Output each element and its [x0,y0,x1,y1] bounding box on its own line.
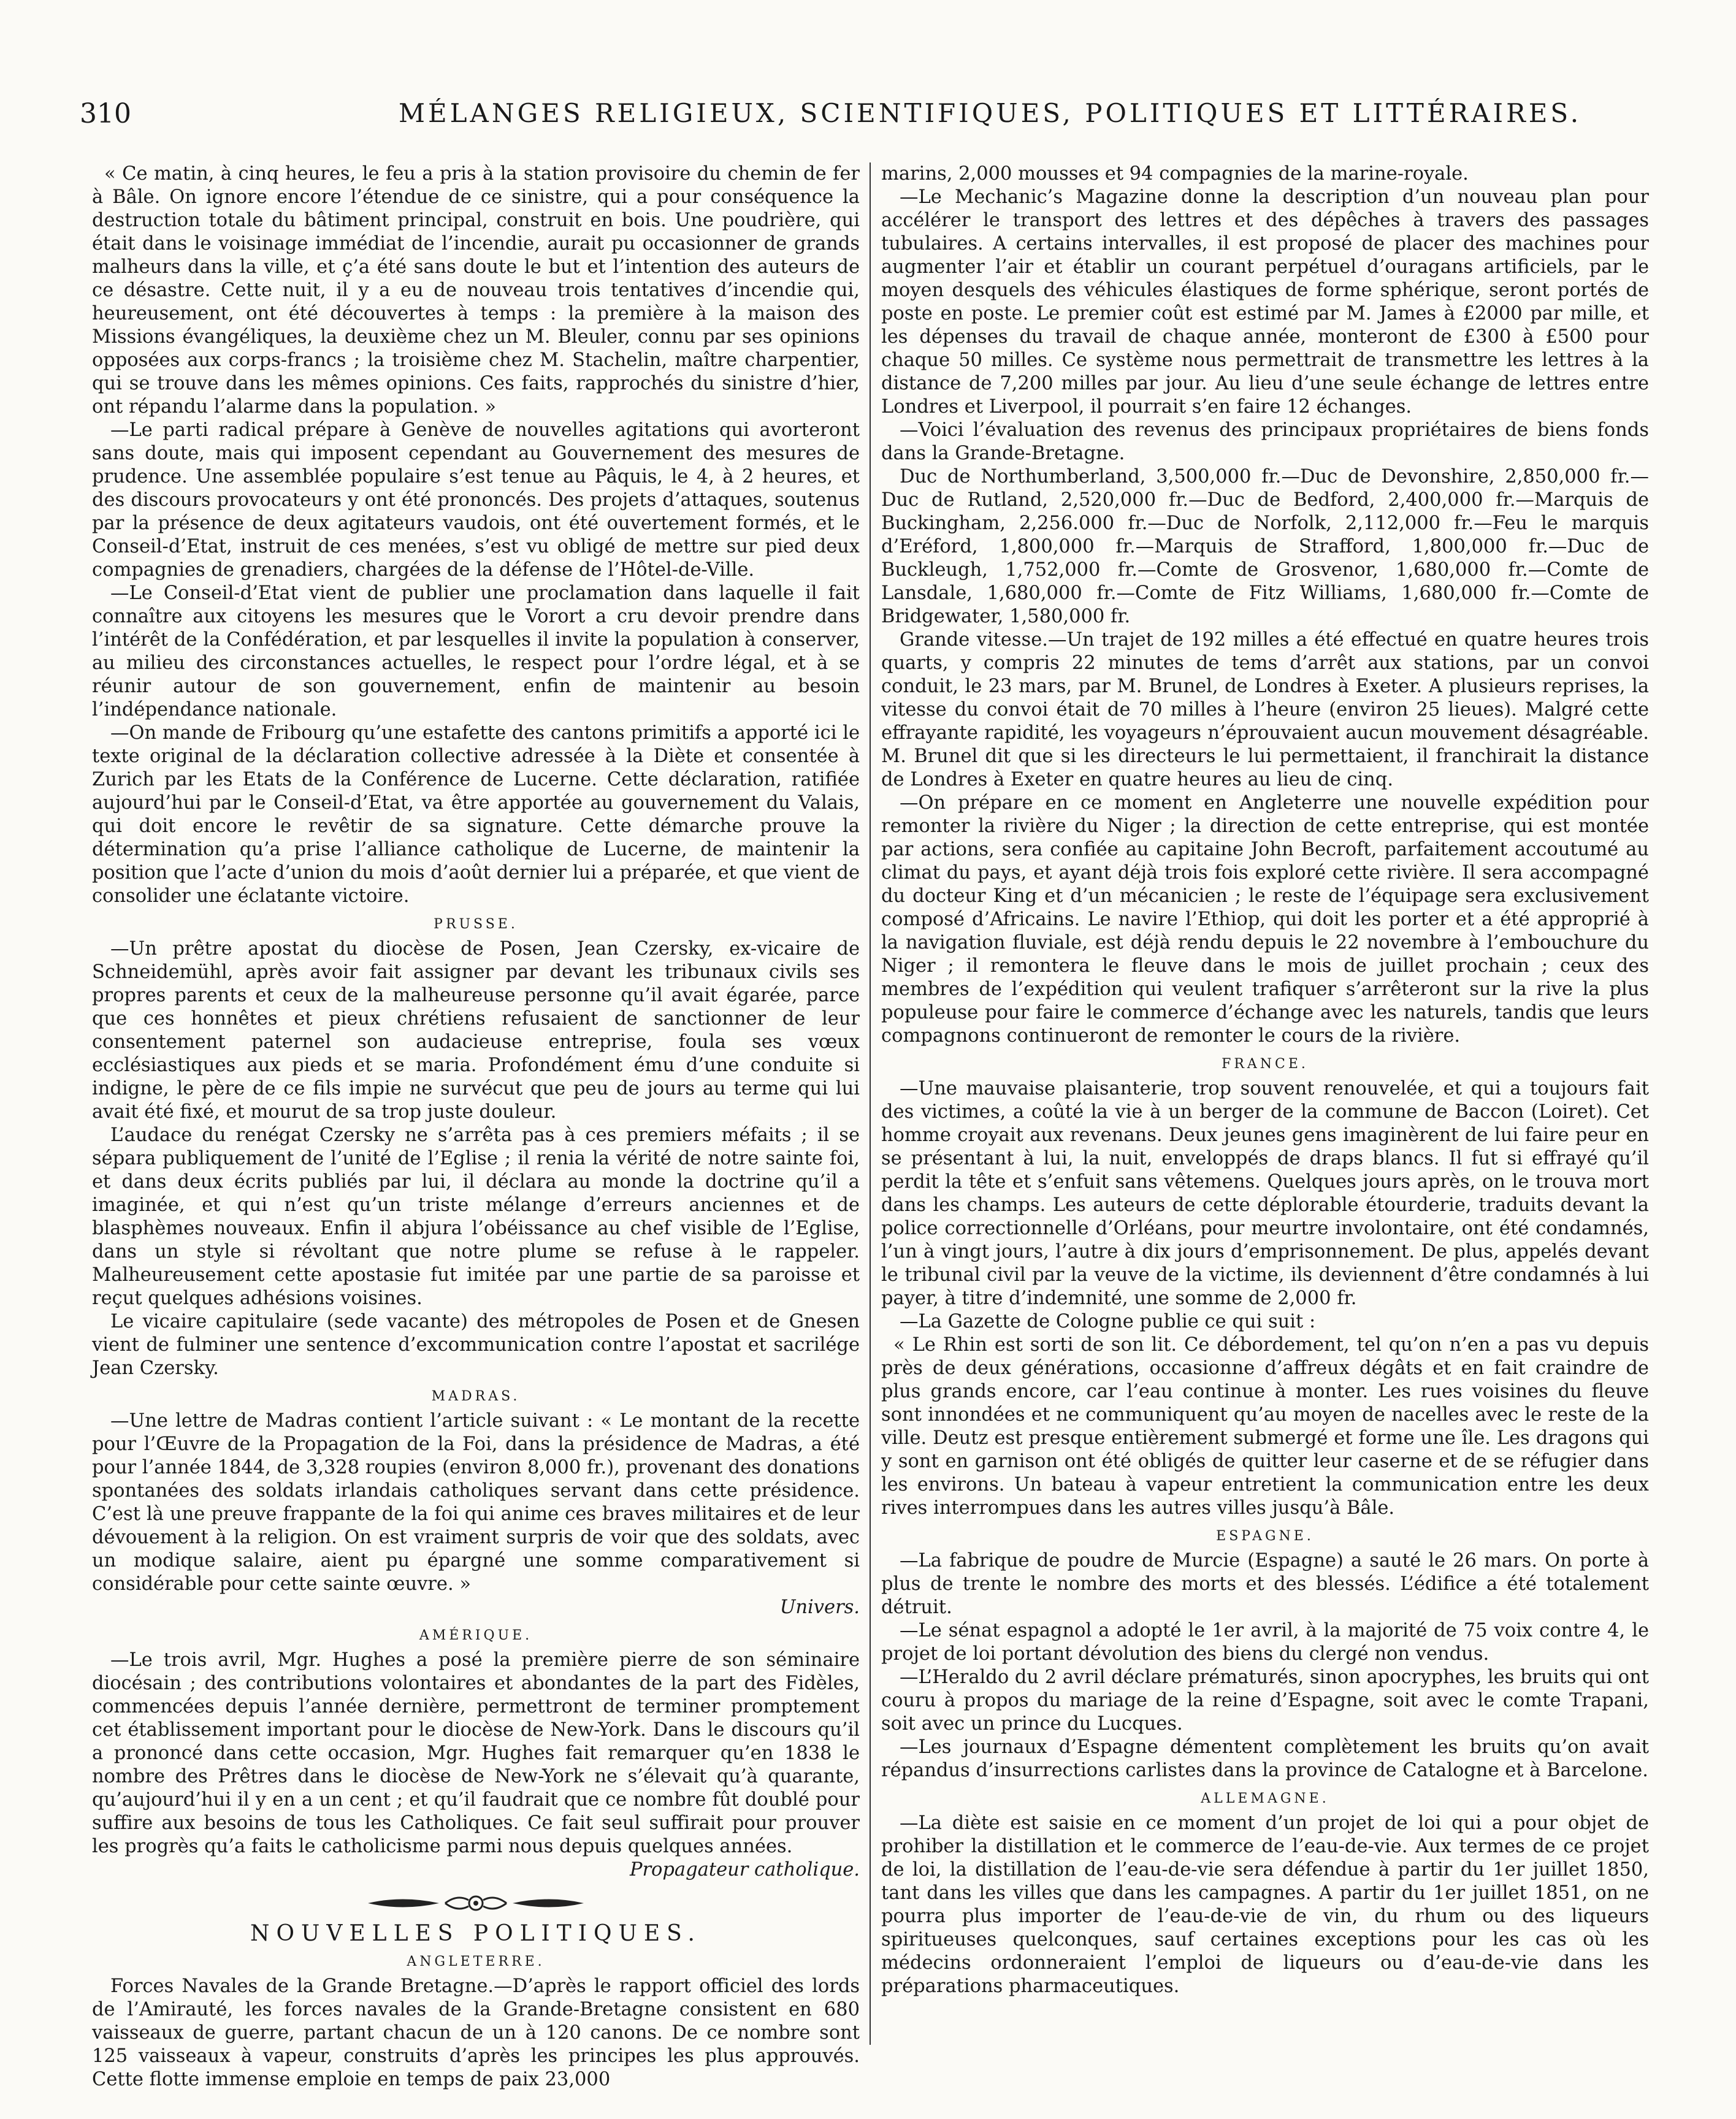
article-paragraph: —Le trois avril, Mgr. Hughes a posé la première pierre de son séminaire diocésain ; des contributions volontaires et abondantes de la part des Fidèles, commencées depuis l’année dernière, permettront de terminer promptement cet établissement important pour le diocèse de New-York. Dans le discours qu’il a prononcé dans cette occasion, Mgr. Hughes fait remarquer qu’en 1838 le nombre des Prêtres dans le diocèse de New-York ne s’élevait qu’à quarante, qu’aujourd’hui il y en a un cent ; et qu’il faudrait que ce nombre fût doublé pour suffire aux besoins de tous les Catholiques. Ce fait seul suffirait pour prouver les progrès qu’a faits le catholicisme parmi nous depuis quelques années. [92,1649,860,1857]
section-heading-espagne: ESPAGNE. [1216,1529,1314,1544]
article-paragraph: —Un prêtre apostat du diocèse de Posen, Jean Czersky, ex-vicaire de Schneidemühl, après avoir fait assigner par devant les tribunaux civils ses propres parents et ceux de la malheureuse personne qu’il avait égarée, parce que ces honnêtes et pieux chrétiens refusaient de sanctionner de leur consentement paternel son audacieuse entreprise, foula ses vœux ecclésiastiques aux pieds et se maria. Profondément ému d’une conduite si indigne, le père de ce fils impie ne survécut que peu de jours au terme qui lui avait été fixé, et mourut de sa trop juste douleur. [92,938,860,1123]
decorative-ornament [92,1893,860,1920]
article-paragraph: marins, 2,000 mousses et 94 compagnies de la marine-royale. [881,163,1469,185]
article-paragraph: Forces Navales de la Grande Bretagne.—D’après le rapport officiel des lords de l’Amirauté, les forces navales de la Grande-Bretagne consistent en 680 vaisseaux de guerre, partant chacun de un à 120 canons. De ce nombre sont 125 vaisseaux à vapeur, construits d’après les principes les plus approuvés. Cette flotte immense emploie en temps de paix 23,000 [92,1976,860,2090]
page-number: 310 [80,98,131,129]
article-paragraph: —Voici l’évaluation des revenus des principaux propriétaires de biens fonds dans la Grande-Bretagne. [881,419,1649,464]
article-paragraph: L’audace du renégat Czersky ne s’arrêta pas à ces premiers méfaits ; il se sépara publiquement de l’unité de l’Eglise ; il renia la vérité de notre sainte foi, et dans deux écrits publiés par lui, il déclara au monde la doctrine qu’il a imaginée, et qui n’est qu’un triste mélange d’erreurs anciennes et de blasphèmes nouveaux. Enfin il abjura l’obéissance au chef visible de l’Eglise, dans un style si révoltant que notre plume se refuse à le rappeler. Malheureusement cette apostasie fut imitée par une partie de sa paroisse et reçut quelques adhésions voisines. [92,1124,860,1309]
section-title-nouvelles-politiques: NOUVELLES POLITIQUES. [250,1921,702,1946]
article-paragraph: « Le Rhin est sorti de son lit. Ce débordement, tel qu’on n’en a pas vu depuis près de deux générations, occasionne d’affreux dégâts et en fait craindre de plus grands encore, car l’eau continue à monter. Les rues voisines du fleuve sont innondées et ne communiquent qu’au moyen de nacelles avec le reste de la ville. Deutz est presque entièrement submergé et forme une île. Les dragons qui y sont en garnison ont été obligés de quitter leur caserne et de se réfugier dans les environs. Un bateau à vapeur entretient la communication entre les deux rives interrompues dans les autres villes jusqu’à Bâle. [881,1334,1649,1519]
running-title: MÉLANGES RELIGIEUX, SCIENTIFIQUES, POLITIQUES ET LITTÉRAIRES. [399,98,1582,128]
section-heading-france: FRANCE. [1222,1056,1309,1072]
article-paragraph: —La Gazette de Cologne publie ce qui suit : [900,1311,1316,1332]
article-paragraph: —Une mauvaise plaisanterie, trop souvent renouvelée, et qui a toujours fait des victimes, a coûté la vie à un berger de la commune de Baccon (Loiret). Cet homme croyait aux revenans. Deux jeunes gens imaginèrent de lui faire peur en se présentant à lui, la nuit, enveloppés de draps blancs. Il fut si effrayé qu’il perdit la tête et s’enfuit sans vêtemens. Quelques jours après, on le trouva mort dans les champs. Les auteurs de cette déplorable étourderie, traduits devant la police correctionnelle d’Orléans, pour meurtre involontaire, ont été condamnés, l’un à vingt jours, l’autre à dix jours d’emprisonnement. De plus, appelés devant le tribunal civil par la veuve de la victime, ils deviennent d’être condamnés à lui payer, à titre d’indemnité, une somme de 2,000 fr. [881,1078,1649,1309]
article-paragraph: « Ce matin, à cinq heures, le feu a pris à la station provisoire du chemin de fer à Bâle. On ignore encore l’étendue de ce sinistre, qui a pour conséquence la destruction totale du bâtiment principal, construit en bois. Une poudrière, qui était dans le voisinage immédiat de l’incendie, aurait pu occasionner de grands malheurs dans la ville, et ç’a été sans doute le but et l’intention des auteurs de ce désastre. Cette nuit, il y a eu de nouveau trois tentatives d’incendie qui, heureusement, ont été découvertes à temps : la première à la maison des Missions évangéliques, la deuxième chez un M. Bleuler, connu par ses opinions opposées aux corps-francs ; la troisième chez M. Stachelin, maître charpentier, qui se trouve dans les mêmes opinions. Ces faits, rapprochés du sinistre d’hier, ont répandu l’alarme dans la population. » [92,163,860,418]
article-paragraph: —On mande de Fribourg qu’une estafette des cantons primitifs a apporté ici le texte original de la déclaration collective adressée à la Diète et consentée à Zurich par les Etats de la Conférence de Lucerne. Cette déclaration, ratifiée aujourd’hui par le Conseil-d’Etat, va être apportée au gouvernement du Valais, qui doit encore le revêtir de sa signature. Cette démarche prouve la détermination qu’a prise l’alliance catholique de Lucerne, de maintenir la position que l’acte d’union du mois d’août dernier lui a préparée, et que vient de consolider une éclatante victoire. [92,722,860,907]
article-paragraph: —Les journaux d’Espagne démentent complètement les bruits qu’on avait répandus d’insurrections carlistes dans la province de Catalogne et à Barcelone. [881,1736,1649,1781]
article-paragraph: —Le sénat espagnol a adopté le 1er avril, à la majorité de 75 voix contre 4, le projet de loi portant dévolution des biens du clergé non vendus. [881,1620,1649,1665]
column-divider [870,162,871,2045]
article-paragraph: —Le Mechanic’s Magazine donne la description d’un nouveau plan pour accélérer le transport des lettres et des dépêches à travers des passages tubulaires. A certains intervalles, il est proposé de placer des machines pour augmenter l’air et établir un courant perpétuel d’ouragans artificiels, par le moyen desquels des véhicules élastiques de forme sphérique, seront portés de poste en poste. Le premier coût est estimé par M. James à £2000 par mille, et les dépenses du travail de chaque année, monteront de £300 à £500 pour chaque 50 milles. Ce système nous permettrait de transmettre les lettres à la distance de 7,200 milles par jour. Au lieu d’une seule échange de lettres entre Londres et Liverpool, il pourrait s’en faire 12 échanges. [881,186,1649,418]
article-paragraph: —La diète est saisie en ce moment d’un projet de loi qui a pour objet de prohiber la distillation et le commerce de l’eau-de-vie. Aux termes de ce projet de loi, la distillation de l’eau-de-vie sera défendue à partir du 1er juillet 1850, tant dans les villes que dans les campagnes. A partir du 1er juillet 1851, on ne pourra plus importer de l’eau-de-vie de vin, du rhum ou des liqueurs spiritueuses quelconques, sauf certaines exceptions pour les cas où les médecins ordonneraient l’emploi de liqueurs ou d’eau-de-vie dans les préparations pharmaceutiques. [881,1812,1649,1997]
section-heading-allemagne: ALLEMAGNE. [1201,1791,1329,1806]
source-signature: Propagateur catholique. [629,1859,860,1880]
article-paragraph: Le vicaire capitulaire (sede vacante) des métropoles de Posen et de Gnesen vient de fulminer une sentence d’excommunication contre l’apostat et sacrilége Jean Czersky. [92,1311,860,1379]
article-paragraph: —Le parti radical prépare à Genève de nouvelles agitations qui avorteront sans doute, mais qui imposent cependant au Gouvernement des mesures de prudence. Une assemblée populaire s’est tenue au Pâquis, le 4, à 2 heures, et des discours provocateurs y ont été prononcés. Des projets d’attaques, soutenus par la présence de deux agitateurs vaudois, ont été ouvertement formés, et le Conseil-d’Etat, instruit de ces menées, s’est vu obligé de mettre sur pied deux compagnies de grenadiers, chargées de la défense de l’Hôtel-de-Ville. [92,419,860,581]
article-paragraph: Duc de Northumberland, 3,500,000 fr.—Duc de Devonshire, 2,850,000 fr.—Duc de Rutland, 2,520,000 fr.—Duc de Bedford, 2,400,000 fr.—Marquis de Buckingham, 2,256.000 fr.—Duc de Norfolk, 2,112,000 fr.—Feu le marquis d’Eréford, 1,800,000 fr.—Marquis de Strafford, 1,800,000 fr.—Duc de Buckleugh, 1,752,000 fr.—Comte de Grosvenor, 1,680,000 fr.—Comte de Lansdale, 1,680,000 fr.—Comte de Fitz Williams, 1,680,000 fr.—Comte de Bridgewater, 1,580,000 fr. [881,466,1649,627]
article-paragraph: Grande vitesse.—Un trajet de 192 milles a été effectué en quatre heures trois quarts, y compris 22 minutes de tems d’arrêt aux stations, par un convoi conduit, le 23 mars, par M. Brunel, de Londres à Exeter. A plusieurs reprises, la vitesse du convoi était de 70 milles à l’heure (environ 25 lieues). Malgré cette effrayante rapidité, les voyageurs n’éprouvaient aucun mouvement désagréable. M. Brunel dit que si les directeurs le lui permettaient, il franchirait la distance de Londres à Exeter en quatre heures au lieu de cinq. [881,629,1649,790]
section-heading-angleterre: ANGLETERRE. [407,1954,545,1969]
article-paragraph: —La fabrique de poudre de Murcie (Espagne) a sauté le 26 mars. On porte à plus de trente le nombre des morts et des blessés. L’édifice a été totalement détruit. [881,1550,1649,1618]
section-heading-prusse: PRUSSE. [434,917,518,932]
article-paragraph: —On prépare en ce moment en Angleterre une nouvelle expédition pour remonter la rivière du Niger ; la direction de cette entreprise, qui est montée par actions, sera confiée au capitaine John Becroft, parfaitement accoutumé au climat du pays, et ayant déjà trois fois exploré cette rivière. Il sera accompagné du docteur King et d’un mécanicien ; le reste de l’équipage sera exclusivement composé d’Africains. Le navire l’Ethiop, qui doit les porter et a été approprié à la navigation fluviale, est déjà rendu depuis le 22 novembre à l’embouchure du Niger ; il remontera le fleuve dans le mois de juillet prochain ; ceux des membres de l’expédition qui veulent trafiquer s’arrêteront sur la rive la plus populeuse pour faire le commerce d’échange avec les naturels, tandis que leurs compagnons continueront de remonter le cours de la rivière. [881,792,1649,1047]
article-paragraph: —L’Heraldo du 2 avril déclare prématurés, sinon apocryphes, les bruits qui ont couru à propos du mariage de la reine d’Espagne, soit avec le comte Trapani, soit avec un prince du Lucques. [881,1667,1649,1735]
left-column [92,162,860,2091]
source-signature: Univers. [779,1597,860,1618]
article-paragraph: —Une lettre de Madras contient l’article suivant : « Le montant de la recette pour l’Œuvre de la Propagation de la Foi, dans la présidence de Madras, a été pour l’année 1844, de 3,328 roupies (environ 8,000 fr.), provenant des donations spontanées des soldats irlandais catholiques servant dans cette présidence. C’est là une preuve frappante de la foi qui anime ces braves militaires et de leur dévouement à la religion. On est vraiment surpris de voir que des soldats, avec un modique salaire, aient pu épargné une somme comparativement si considérable pour cette sainte œuvre. » [92,1410,860,1595]
right-column [881,162,1649,1998]
article-paragraph: —Le Conseil-d’Etat vient de publier une proclamation dans laquelle il fait connaître aux citoyens les mesures que le Vorort a cru devoir prendre dans l’intérêt de la Confédération, et par lesquelles il invite la population à conserver, au milieu des circonstances actuelles, le respect pour l’ordre légal, et à se réunir autour de son gouvernement, enfin de maintenir au besoin l’indépendance nationale. [92,582,860,720]
page-header [80,98,1643,141]
section-heading-amerique: AMÉRIQUE. [419,1628,533,1643]
section-heading-madras: MADRAS. [431,1389,521,1404]
